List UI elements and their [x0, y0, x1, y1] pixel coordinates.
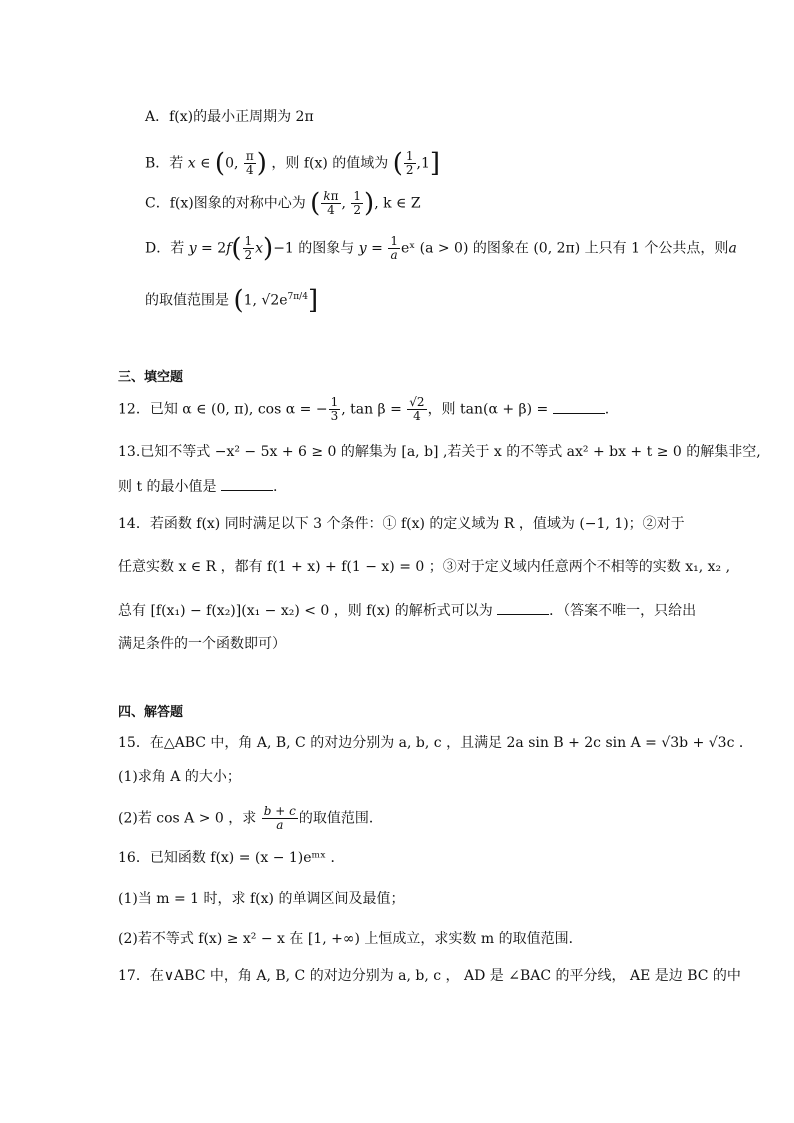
question-17-line1: 17．在∨ABC 中，角 A, B, C 的对边分别为 a, b, c ， AD 是 ∠BAC 的平分线， AE 是边 BC 的中	[118, 968, 741, 984]
question-13-line1: 13.已知不等式 −x² − 5x + 6 ≥ 0 的解集为 [a, b] ,若关于 x 的不等式 ax² + bx + t ≥ 0 的解集非空,	[118, 444, 761, 460]
question-13-line2: 则 t 的最小值是 .	[118, 476, 277, 497]
answer-blank[interactable]	[497, 600, 549, 615]
question-15-part1: (1)求角 A 的大小；	[118, 769, 241, 785]
option-a: A．f(x)的最小正周期为 2π	[145, 109, 314, 125]
question-14-line3: 总有 [f(x₁) − f(x₂)](x₁ − x₂) < 0 ，则 f(x) 的解析式可以为 ．（答案不唯一，只给出	[118, 600, 696, 621]
answer-blank[interactable]	[221, 476, 273, 491]
question-14-line4: 满足条件的一个函数即可）	[118, 636, 286, 652]
question-14-line1: 14．若函数 f(x) 同时满足以下 3 个条件：① f(x) 的定义域为 R ，值域为 (−1, 1)；②对于	[118, 516, 685, 532]
section-solve: 四、解答题	[118, 705, 184, 720]
option-d-range: 的取值范围是 (1, $√2e^{7\pi/4}$]	[145, 285, 319, 316]
option-c: C．f(x)图象的对称中心为 ( $\frac{k\pi}{4}$ , $\frac{1}{2}$ ), k ∈ Z	[145, 188, 421, 219]
option-b: B．若 x ∈ (0, $\frac{\pi}{4}$ ) ，则 f(x) 的值域为 ( $\frac{1}{2}$ ,1]	[145, 148, 441, 179]
answer-blank[interactable]	[553, 399, 605, 414]
option-d: D．若 y = 2f( $\frac{1}{2}$ x)−1 的图象与 y = $\frac{1}{a}$ eˣ (a > 0) 的图象在 (0, 2π) 上只有 1 个公共点，则a	[145, 233, 737, 264]
section-fill-in: 三、填空题	[118, 370, 184, 385]
question-16-part1: (1)当 m = 1 时，求 f(x) 的单调区间及最值；	[118, 891, 405, 907]
question-16-line1: 16．已知函数 f(x) = (x − 1)eᵐˣ ．	[118, 850, 345, 866]
question-15-part2: (2)若 cos A > 0 ，求 $\frac{b + c}{a}$ 的取值范围．	[118, 804, 383, 832]
question-15-line1: 15．在△ABC 中，角 A, B, C 的对边分别为 a, b, c ，且满足 2a sin B + 2c sin A = √3b + √3c ．	[118, 735, 753, 751]
question-14-line2: 任意实数 x ∈ R ，都有 f(1 + x) + f(1 − x) = 0 ；③对于定义域内任意两个不相等的实数 x₁, x₂ ,	[118, 559, 731, 575]
question-12: 12．已知 α ∈ (0, π), cos α = − $\frac{1}{3}$ , tan β = $\frac{√2}{4}$ ，则 tan(α + β) = .	[118, 395, 610, 423]
question-16-part2: (2)若不等式 f(x) ≥ x² − x 在 [1, +∞) 上恒成立，求实数 m 的取值范围．	[118, 931, 583, 947]
